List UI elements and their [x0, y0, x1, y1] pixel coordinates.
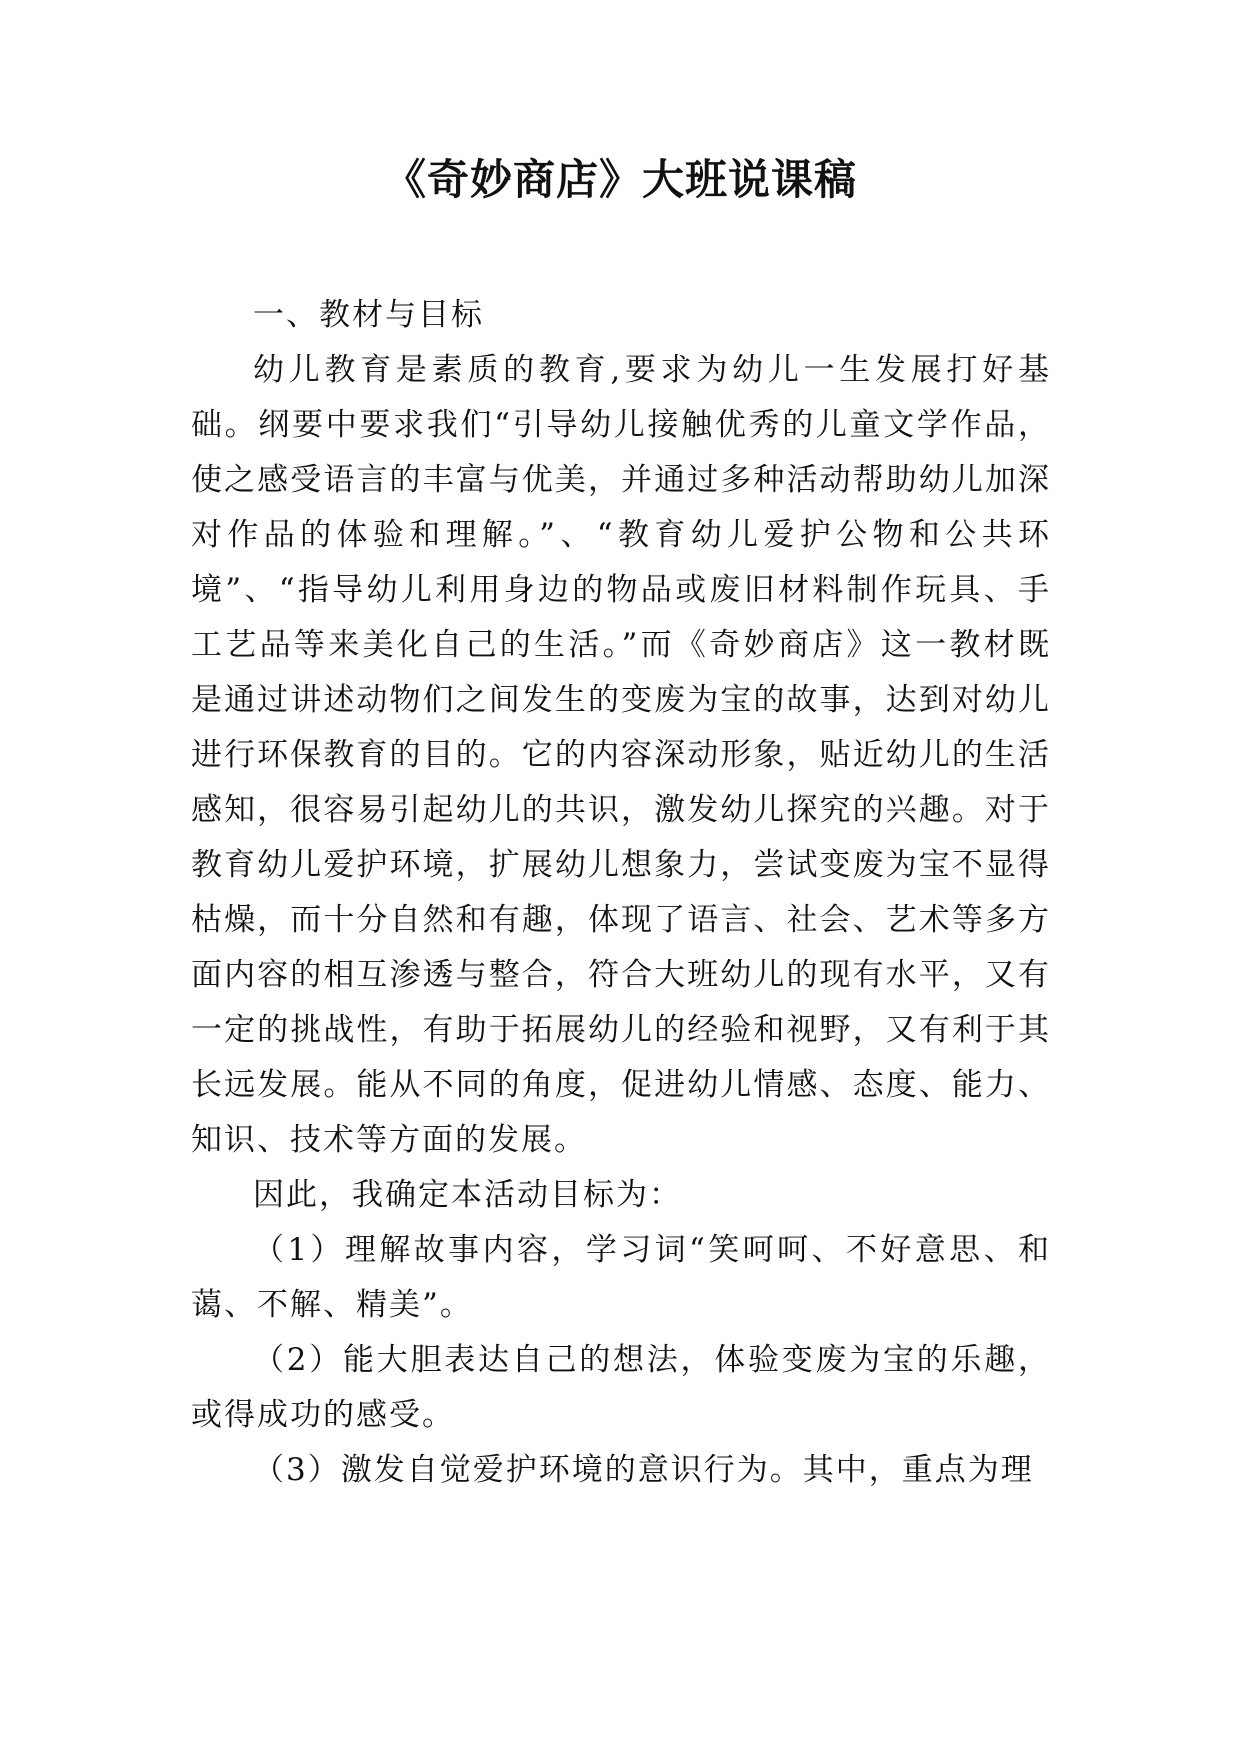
- paragraph-intro: 幼儿教育是素质的教育,要求为幼儿一生发展打好基础。纲要中要求我们“引导幼儿接触优秀的儿童文学作品，使之感受语言的丰富与优美，并通过多种活动帮助幼儿加深对作品的体验和理解。”、“教育幼儿爱护公物和公共环境”、“指导幼儿利用身边的物品或废旧材料制作玩具、手工艺品等来美化自己的生活。”而《奇妙商店》这一教材既是通过讲述动物们之间发生的变废为宝的故事，达到对幼儿进行环保教育的目的。它的内容深动形象，贴近幼儿的生活感知，很容易引起幼儿的共识，激发幼儿探究的兴趣。对于教育幼儿爱护环境，扩展幼儿想象力，尝试变废为宝不显得枯燥，而十分自然和有趣，体现了语言、社会、艺术等多方面内容的相互渗透与整合，符合大班幼儿的现有水平，又有一定的挑战性，有助于拓展幼儿的经验和视野，又有利于其长远发展。能从不同的角度，促进幼儿情感、态度、能力、知识、技术等方面的发展。: [191, 352, 1051, 1158]
- document-title: 《奇妙商店》大班说课稿: [383, 155, 857, 204]
- goal-item-3: （3）激发自觉爱护环境的意识行为。其中，重点为理: [253, 1452, 1034, 1488]
- goal-item-1: （1）理解故事内容，学习词“笑呵呵、不好意思、和蔼、不解、精美”。: [191, 1232, 1051, 1323]
- section-heading: 一、教材与目标: [253, 297, 484, 333]
- goal-item-2: （2）能大胆表达自己的想法，体验变废为宝的乐趣，或得成功的感受。: [191, 1342, 1051, 1433]
- paragraph-goals-lead: 因此，我确定本活动目标为：: [253, 1177, 682, 1213]
- document-body: [191, 288, 1051, 1498]
